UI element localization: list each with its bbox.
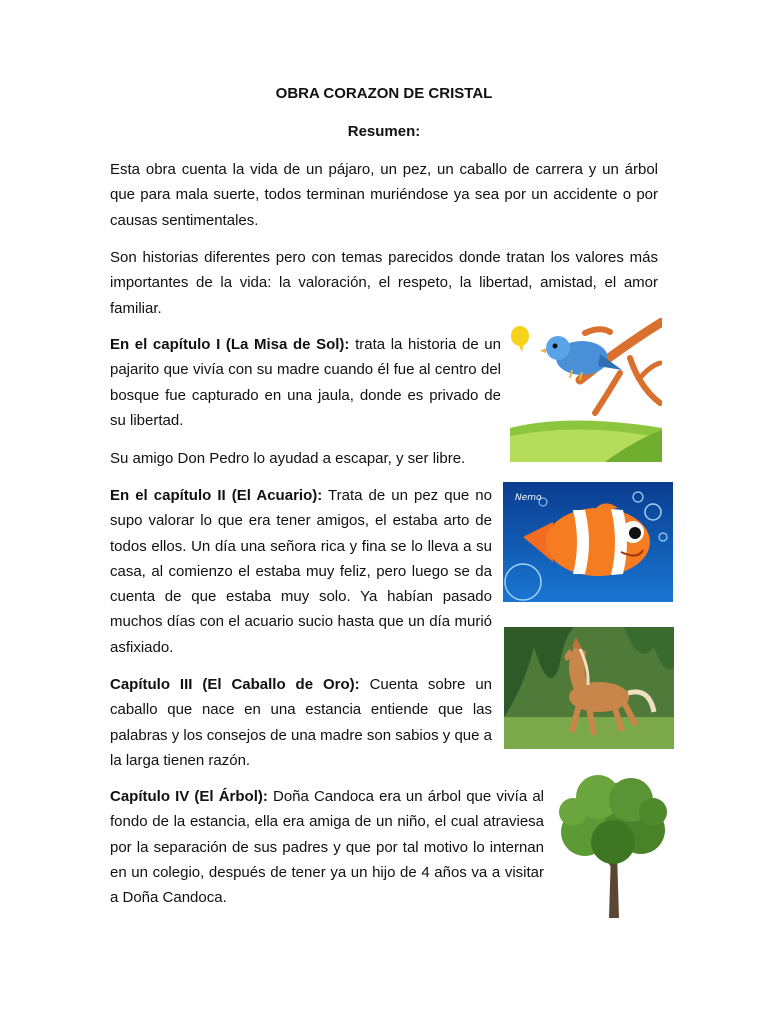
chapter-1-heading: En el capítulo I (La Misa de Sol):: [110, 336, 350, 353]
intro-paragraph-2: Son historias diferentes pero con temas parecidos donde tratan los valores más importantes de la vida: la valoración, el respeto, la libertad, amistad, el amor familiar.: [110, 249, 658, 317]
chapter-4-paragraph: [110, 784, 544, 910]
chapter-2-paragraph: [110, 483, 492, 660]
chapter-1-paragraph: [110, 332, 501, 433]
intro-paragraph-1: Esta obra cuenta la vida de un pájaro, un pez, un caballo de carrera y un árbol que para mala suerte, todos terminan muriéndose ya sea por un accidente o por causas sentimentales.: [110, 161, 658, 229]
document-subtitle: Resumen:: [347, 123, 421, 140]
chapter-4-text: Doña Candoca era un árbol que vivía al fondo de la estancia, ella era amiga de un niño, el cual atraviesa por la separación de sus padres y que por tal motivo lo internan en un colegio, después de tener ya un hijo de 4 años va a visitar a Doña Candoca.: [110, 788, 544, 907]
chapter-1-extra-paragraph: Su amigo Don Pedro lo ayudad a escapar, y ser libre.: [110, 450, 466, 467]
bird-illustration: [510, 318, 662, 462]
chapter-3-heading: Capítulo III (El Caballo de Oro):: [110, 676, 360, 693]
chapter-2-text: Trata de un pez que no supo valorar lo que era tener amigos, el estaba arto de todos ellos. Un día una señora rica y fina se lo lleva a su casa, al comienzo el estaba muy feliz, pero luego se da cuenta de que estaba muy solo. Ya habían pasado muchos días con el acuario sucio hasta que un día murió asfixiado.: [110, 487, 492, 656]
clownfish-illustration: [503, 482, 673, 602]
tree-photo: [553, 772, 673, 918]
chapter-3-text: Cuenta sobre un caballo que nace en una estancia entiende que las palabras y los consejos de una madre son sabios y que a la larga tienen razón.: [110, 676, 492, 769]
document-title: OBRA CORAZON DE CRISTAL: [275, 85, 493, 102]
chapter-3-paragraph: [110, 672, 492, 773]
chapter-1-text: trata la historia de un pajarito que vivía con su madre cuando él fue al centro del bosque fue capturado en una jaula, donde es privado de su libertad.: [110, 336, 501, 429]
chapter-4-heading: Capítulo IV (El Árbol):: [110, 788, 268, 805]
chapter-2-heading: En el capítulo II (El Acuario):: [110, 487, 323, 504]
nemo-caption: Nemo: [515, 493, 542, 503]
horse-photo: [504, 627, 674, 749]
